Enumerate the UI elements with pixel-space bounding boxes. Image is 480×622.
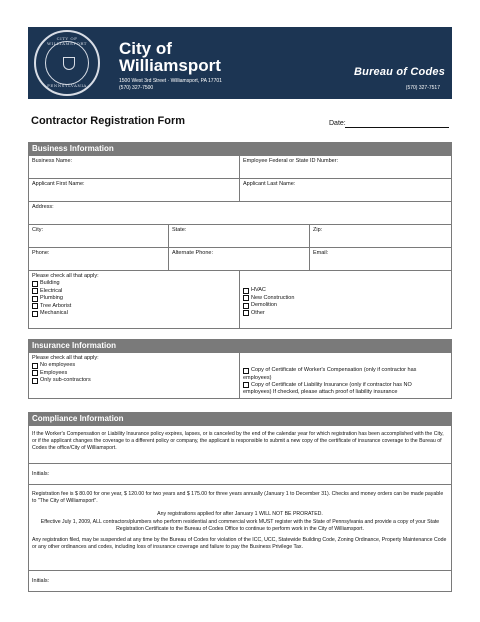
- checkbox[interactable]: [32, 363, 38, 369]
- prorated-text: Any registrations applied for after January 1 WILL NOT BE PRORATED.: [157, 511, 323, 518]
- insurance-check-prompt: Please check all that apply:: [32, 355, 99, 361]
- phone-label: Phone:: [32, 250, 50, 256]
- checkbox[interactable]: [243, 288, 249, 294]
- city-field[interactable]: [28, 224, 169, 248]
- seal-bottom-text: PENNSYLVANIA: [47, 83, 87, 88]
- trade-option-plumbing[interactable]: Plumbing: [32, 295, 236, 303]
- checkbox[interactable]: [243, 368, 249, 374]
- initials-label-2: Initials:: [32, 578, 50, 584]
- initials-field-2[interactable]: [28, 570, 452, 592]
- seal-shield-icon: [63, 57, 75, 70]
- city-seal-icon: [34, 30, 100, 96]
- checkbox[interactable]: [243, 295, 249, 301]
- seal-top-text: CITY OF WILLIAMSPORT: [47, 36, 87, 46]
- employee-id-field[interactable]: [239, 155, 452, 179]
- address-field[interactable]: [28, 201, 452, 225]
- trade-checklist-right: [239, 270, 452, 329]
- checkbox[interactable]: [32, 311, 38, 317]
- city-name-line2: Williamsport: [119, 56, 221, 75]
- checkbox[interactable]: [32, 288, 38, 294]
- insurance-option-employees[interactable]: Employees: [32, 370, 236, 378]
- insurance-section-heading: Insurance Information: [28, 339, 452, 352]
- phone-field[interactable]: [28, 247, 169, 271]
- insurance-lapse-text: If the Worker's Compensation or Liability Insurance policy expires, lapses, or is canceled by the end of the calendar year for which registration has been accomplished with the City, or if the applicant changes the coverage to a different policy or company, the applicant is responsible to submit a new copy of the certificate of insurance coverage to the Bureau of Codes the office/City of Williamsport.: [32, 431, 444, 452]
- checkbox[interactable]: [32, 370, 38, 376]
- applicant-first-name-field[interactable]: [28, 178, 240, 202]
- applicant-first-name-label: Applicant First Name:: [32, 181, 85, 187]
- address-label: Address:: [32, 204, 54, 210]
- trade-check-prompt: Please check all that apply:: [32, 273, 99, 279]
- checkbox[interactable]: [243, 310, 249, 316]
- trade-option-other[interactable]: Other: [243, 310, 448, 318]
- trade-option-new-construction[interactable]: New Construction: [243, 295, 448, 303]
- city-address: 1500 West 3rd Street · Williamsport, PA 17701: [119, 78, 222, 84]
- city-name-line1: City of: [119, 39, 172, 58]
- bureau-title: Bureau of Codes: [354, 66, 446, 78]
- alt-phone-label: Alternate Phone:: [172, 250, 213, 256]
- initials-field-1[interactable]: [28, 463, 452, 485]
- date-field[interactable]: [345, 127, 449, 128]
- insurance-lapse-notice: [28, 425, 452, 464]
- insurance-checklist-right: [239, 352, 452, 399]
- trade-option-electrical[interactable]: Electrical: [32, 288, 236, 296]
- registration-terms: [28, 484, 452, 571]
- form-title: Contractor Registration Form: [31, 115, 186, 127]
- email-field[interactable]: [309, 247, 452, 271]
- seal-inner-ring: [45, 41, 89, 85]
- insurance-option-liability[interactable]: Copy of Certificate of Liability Insurance (only if contractor has NO: [243, 382, 448, 390]
- employee-id-label: Employee Federal or State ID Number:: [243, 158, 339, 164]
- state-label: State:: [172, 227, 187, 233]
- checkbox[interactable]: [32, 296, 38, 302]
- compliance-section-heading: Compliance Information: [28, 412, 452, 425]
- checkbox[interactable]: [32, 303, 38, 309]
- bureau-phone: (570) 327-7517: [405, 85, 440, 91]
- state-field[interactable]: [168, 224, 310, 248]
- checkbox[interactable]: [32, 378, 38, 384]
- insurance-option-workers-comp[interactable]: Copy of Certificate of Worker's Compensation (only if contractor has: [243, 367, 448, 375]
- applicant-last-name-field[interactable]: [239, 178, 452, 202]
- insurance-option-no-employees[interactable]: No employees: [32, 362, 236, 370]
- letterhead-banner: [28, 27, 452, 99]
- city-phone: (570) 327-7500: [119, 85, 154, 91]
- workers-comp-note: employees): [243, 374, 272, 381]
- trade-option-hvac[interactable]: HVAC: [243, 287, 448, 295]
- date-label: Date:: [329, 120, 346, 127]
- suspension-text: Any registration filed, may be suspended at any time by the Bureau of Codes for violation of the ICC, UCC, Statewide Building Code, Zoning Ordinance, Property Maintenance Code or any other ordinances and codes, including loss of insurance coverage and failure to pay the Business Privilege Tax.: [32, 537, 447, 551]
- initials-label-1: Initials:: [32, 471, 50, 477]
- trade-checklist-left: [28, 270, 240, 329]
- alt-phone-field[interactable]: [168, 247, 310, 271]
- trade-option-tree-arborist[interactable]: Tree Arborist: [32, 303, 236, 311]
- checkbox[interactable]: [243, 382, 249, 388]
- business-section-heading: Business Information: [28, 142, 452, 155]
- trade-option-building[interactable]: Building: [32, 280, 236, 288]
- trade-option-demolition[interactable]: Demolition: [243, 302, 448, 310]
- zip-label: Zip:: [313, 227, 323, 233]
- checkbox[interactable]: [32, 281, 38, 287]
- city-label: City:: [32, 227, 43, 233]
- checkbox[interactable]: [243, 303, 249, 309]
- effective-text: Effective July 1, 2009, ALL contractors/plumbers who perform residential and commercial work MUST register with the State of Pennsylvania and provide a copy of your State Registration Certificate to the Bureau of Codes Office to continue to perform work in the City of Williamsport.: [40, 518, 440, 532]
- trade-option-mechanical[interactable]: Mechanical: [32, 310, 236, 318]
- business-name-label: Business Name:: [32, 158, 73, 164]
- liability-note: employees) If checked, please attach proof of liability insurance: [243, 389, 398, 395]
- fee-text: Registration fee is $ 80.00 for one year, $ 120.00 for two years and $ 175.00 for three years annually (January 1 to December 31). Checks and money orders can be made payable to "The City of Williamsport".: [32, 491, 444, 505]
- email-label: Email:: [313, 250, 329, 256]
- zip-field[interactable]: [309, 224, 452, 248]
- applicant-last-name-label: Applicant Last Name:: [243, 181, 296, 187]
- insurance-option-sub-contractors[interactable]: Only sub-contractors: [32, 377, 236, 385]
- business-name-field[interactable]: [28, 155, 240, 179]
- insurance-checklist-left: [28, 352, 240, 399]
